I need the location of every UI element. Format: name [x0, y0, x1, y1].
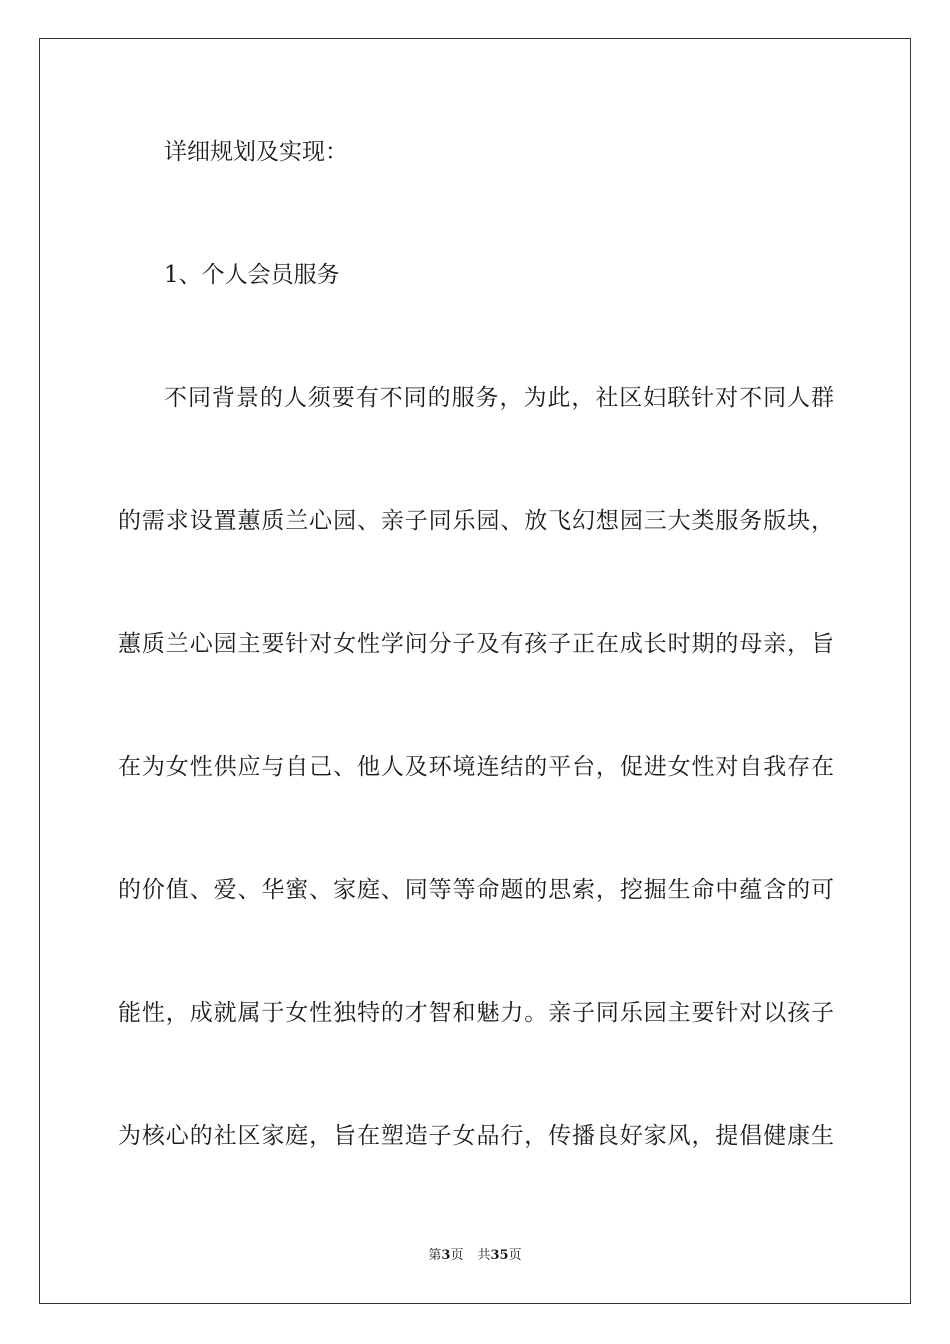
page-suffix: 页 [450, 1248, 464, 1263]
paragraph-line-5: 的价值、爱、华蜜、家庭、同等等命题的思索，挖掘生命中蕴含的可 [118, 877, 834, 903]
page-border [39, 38, 911, 1304]
total-prefix: 共 [477, 1248, 491, 1263]
page-footer [0, 1247, 950, 1265]
paragraph-line-7: 为核心的社区家庭，旨在塑造子女品行，传播良好家风，提倡健康生 [118, 1123, 834, 1149]
paragraph-line-6: 能性，成就属于女性独特的才智和魅力。亲子同乐园主要针对以孩子 [118, 1000, 834, 1026]
paragraph-line-3: 蕙质兰心园主要针对女性学问分子及有孩子正在成长时期的母亲，旨 [118, 631, 834, 657]
section-subheading: 1、个人会员服务 [164, 262, 340, 288]
paragraph-line-2: 的需求设置蕙质兰心园、亲子同乐园、放飞幻想园三大类服务版块， [118, 508, 834, 534]
total-suffix: 页 [508, 1248, 522, 1263]
total-page-number: 35 [490, 1248, 509, 1263]
paragraph-line-4: 在为女性供应与自己、他人及环境连结的平台，促进女性对自我存在 [118, 754, 834, 780]
current-page-number: 3 [441, 1248, 451, 1263]
paragraph-line-1: 不同背景的人须要有不同的服务，为此，社区妇联针对不同人群 [164, 385, 834, 411]
page-prefix: 第 [428, 1248, 442, 1263]
section-heading: 详细规划及实现： [164, 139, 348, 165]
